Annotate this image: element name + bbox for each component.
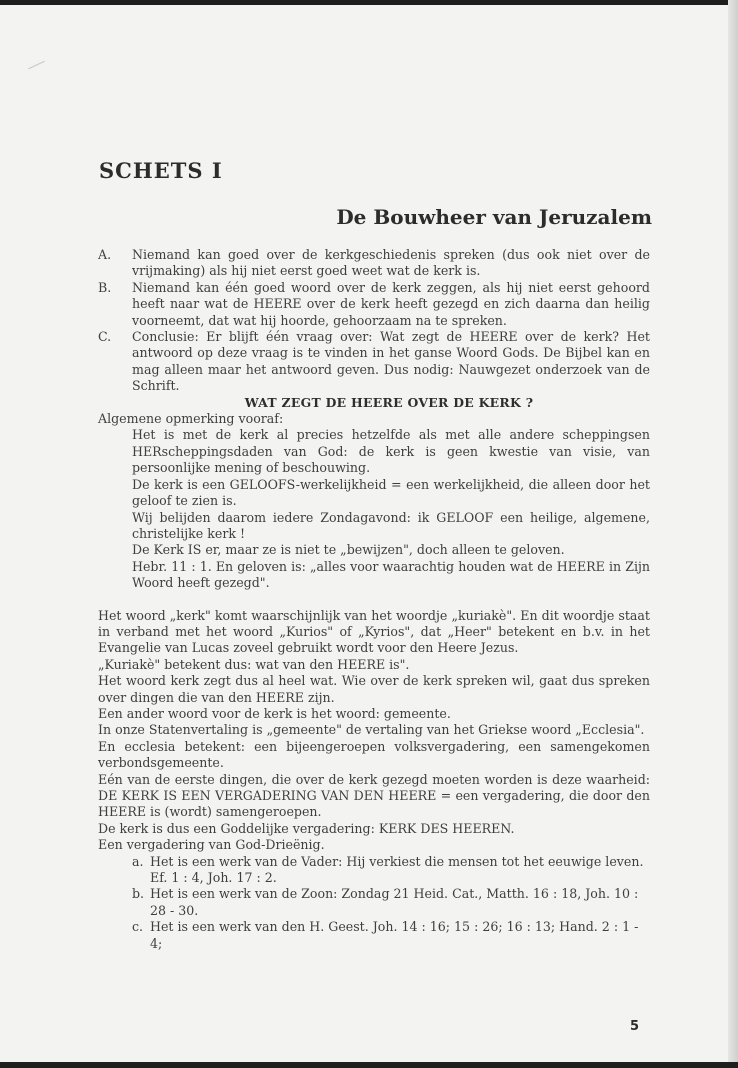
intro-item-c	[98, 329, 650, 395]
sub-item-text: Het is een werk van de Vader: Hij verkiest die mensen tot het eeuwige leven. Ef. 1 : 4, Joh. 17 : 2.	[150, 853, 644, 886]
sub-item-c	[98, 919, 650, 952]
remark-block	[98, 427, 650, 591]
sub-item-marker: a.	[132, 853, 144, 869]
section-title: SCHETS I	[99, 158, 223, 183]
remark-paragraph: De kerk is een GELOOFS-werkelijkheid = een werkelijkheid, die alleen door het geloof te zien is.	[132, 476, 650, 509]
remark-paragraph: Hebr. 11 : 1. En geloven is: „alles voor waarachtig houden wat de HEERE in Zijn Woord heeft gezegd".	[132, 558, 650, 591]
sub-item-text: Het is een werk van de Zoon: Zondag 21 Heid. Cat., Matth. 16 : 18, Joh. 10 : 28 - 30.	[150, 886, 639, 918]
sub-item-marker: c.	[132, 919, 144, 935]
body-paragraph: Het woord „kerk" komt waarschijnlijk van het woordje „kuriakè". En dit woordje staat in verband met het woord „Kurios" of „Kyrios", dat „Heer" betekent en b.v. in het Evangelie van Lucas zoveel gebruikt wordt voor den Heere Jezus.	[98, 607, 650, 656]
page-content	[98, 247, 650, 952]
remark-paragraph: De Kerk IS er, maar ze is niet te „bewijzen", doch alleen te geloven.	[132, 542, 565, 558]
body-paragraph: De kerk is dus een Goddelijke vergadering: KERK DES HEEREN.	[98, 820, 515, 836]
body-paragraph: Het woord kerk zegt dus al heel wat. Wie over de kerk spreken wil, gaat dus spreken over dingen die van den HEERE zijn.	[98, 673, 650, 705]
sub-item-a	[98, 854, 650, 887]
spacer	[98, 592, 650, 608]
item-text: Conclusie: Er blijft één vraag over: Wat zegt de HEERE over de kerk? Het antwoord op deze vraag is te vinden in het ganse Woord Gods. De Bijbel kan en mag alleen maar het antwoord geven. Dus nodig: Nauwgezet onderzoek van de Schrift.	[132, 329, 650, 394]
page-edge	[728, 0, 738, 1068]
remark-intro: Algemene opmerking vooraf:	[98, 411, 284, 427]
sub-item-b	[98, 886, 650, 919]
remark-paragraph: Het is met de kerk al precies hetzelfde als met alle andere scheppingsen HERscheppingsdaden van God: de kerk is geen kwestie van visie, van persoonlijke mening of beschouwing.	[132, 427, 650, 476]
item-marker: A.	[98, 247, 112, 262]
item-marker: C.	[98, 329, 112, 345]
body-paragraph: Eén van de eerste dingen, die over de kerk gezegd moeten worden is deze waarheid: DE KERK IS EEN VERGADERING VAN DEN HEERE = een vergadering, die door den HEERE is (wordt) samengeroepen.	[98, 771, 650, 820]
body-paragraph: Een vergadering van God-Drieënig.	[98, 837, 325, 853]
intro-item-a	[98, 247, 650, 280]
body-paragraph: En ecclesia betekent: een bijeengeroepen volksvergadering, een samengekomen verbondsgemeente.	[98, 738, 650, 771]
bottom-border	[0, 1062, 738, 1068]
body-paragraph: Een ander woord voor de kerk is het woord: gemeente.	[98, 705, 451, 721]
body-paragraph: „Kuriakè" betekent dus: wat van den HEERE is".	[98, 656, 410, 672]
page-mark	[28, 61, 50, 80]
body-paragraph: In onze Statenvertaling is „gemeente" de vertaling van het Griekse woord „Ecclesia".	[98, 722, 645, 738]
top-border	[0, 0, 738, 5]
item-marker: B.	[98, 279, 112, 295]
sub-item-text: Het is een werk van den H. Geest. Joh. 14 : 16; 15 : 26; 16 : 13; Hand. 2 : 1 - 4;	[150, 919, 639, 951]
subheading: WAT ZEGT DE HEERE OVER DE KERK ?	[244, 394, 534, 410]
sub-item-marker: b.	[132, 886, 145, 902]
page-number: 5	[630, 1019, 640, 1034]
item-text: Niemand kan goed over de kerkgeschiedenis spreken (dus ook niet over de vrijmaking) als hij niet eerst goed weet wat de kerk is.	[132, 247, 650, 279]
item-text: Niemand kan één goed woord over de kerk zeggen, als hij niet eerst gehoord heeft naar wat de HEERE over de kerk heeft gezegd en zich daarna dan heilig voorneemt, dat wat hij hoorde, gehoorzaam na te spreken.	[132, 279, 650, 328]
chapter-title: De Bouwheer van Jeruzalem	[336, 205, 652, 229]
remark-paragraph: Wij belijden daarom iedere Zondagavond: ik GELOOF een heilige, algemene, christelijke kerk !	[132, 509, 650, 541]
intro-item-b	[98, 280, 650, 329]
